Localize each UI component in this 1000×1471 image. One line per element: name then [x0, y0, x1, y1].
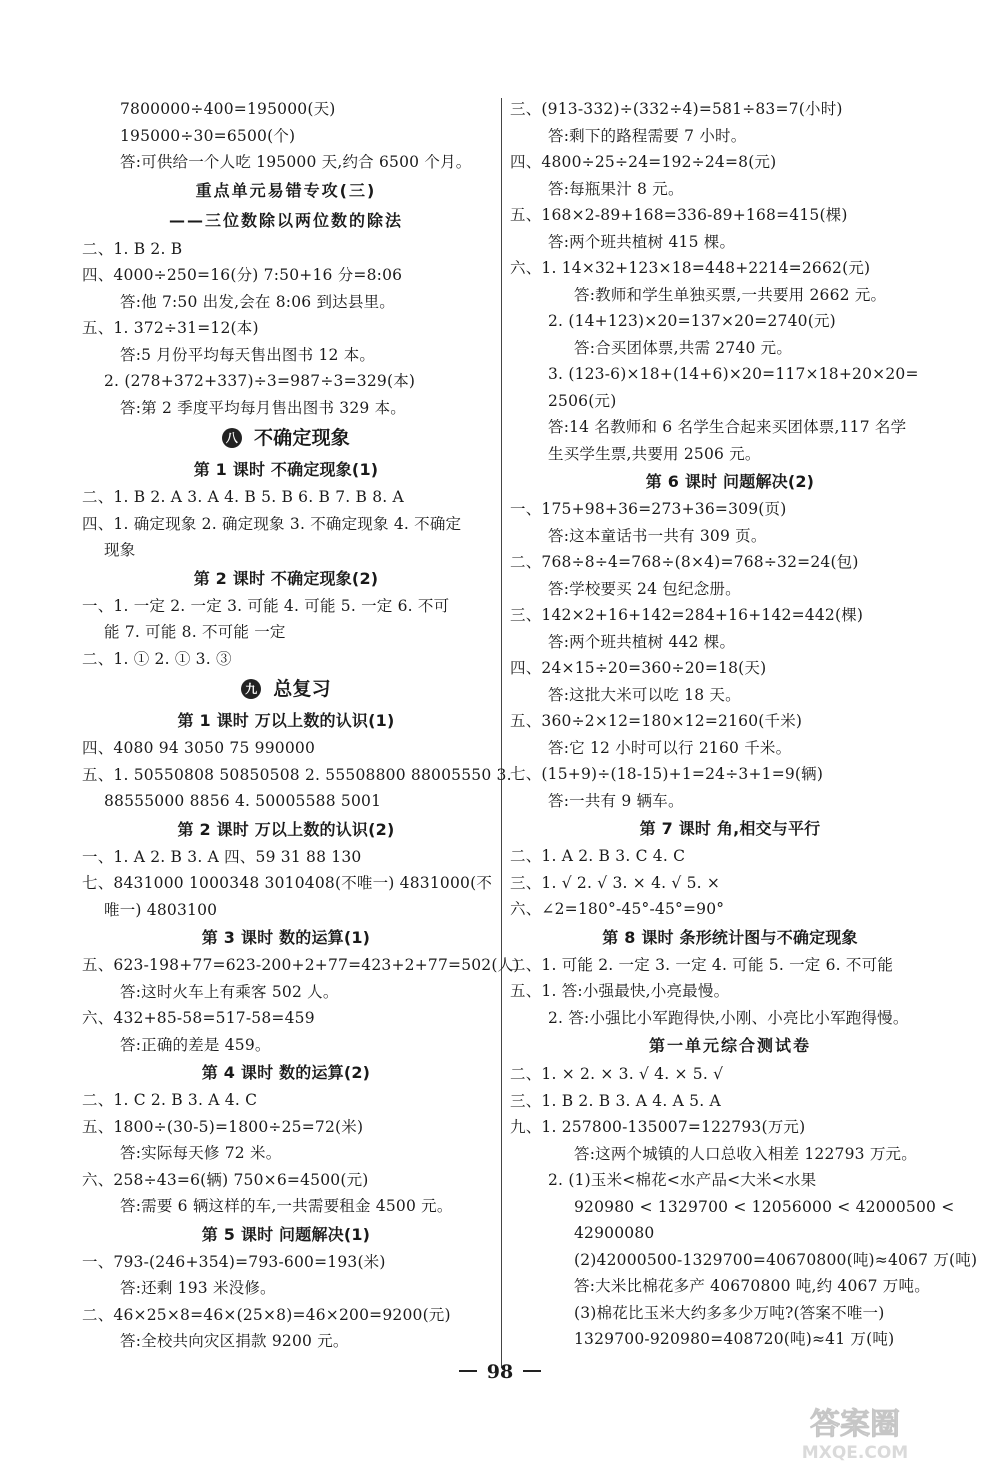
section-heading: [510, 467, 950, 496]
line-text: 920980 < 1329700 < 12056000 < 42000500 <: [574, 1197, 955, 1216]
line-text: 第 5 课时 问题解决(1): [201, 1224, 371, 1244]
section-heading: [82, 1220, 490, 1249]
answer-line: [510, 655, 950, 682]
line-text: 五、168×2-89+168=336-89+168=415(棵): [510, 206, 848, 224]
line-text: 第 2 课时 万以上数的认识(2): [177, 819, 395, 839]
line-text: 第 2 课时 不确定现象(2): [193, 568, 379, 588]
answer-line: [82, 844, 490, 871]
answer-line: [510, 229, 950, 256]
section-heading: [82, 206, 490, 236]
line-text: 一、793-(246+354)=793-600=193(米): [82, 1252, 386, 1271]
answer-line: [82, 1249, 490, 1276]
line-text: 答:还剩 193 米没修。: [120, 1279, 276, 1297]
answer-line: [82, 646, 490, 673]
answer-line: [510, 870, 950, 897]
line-text: 答:他 7:50 出发,会在 8:06 到达县里。: [120, 292, 395, 311]
line-text: 五、1. 答:小强最快,小亮最慢。: [510, 982, 730, 1000]
line-text: 7800000÷400=195000(天): [120, 100, 336, 118]
line-text: 五、1800÷(30-5)=1800÷25=72(米): [82, 1117, 364, 1136]
answer-line: [510, 149, 950, 176]
section-heading: [510, 1031, 950, 1061]
watermark-logo: [750, 1400, 960, 1462]
line-text: 四、4800÷25÷24=192÷24=8(元): [510, 153, 777, 171]
line-text: 二、1. × 2. × 3. √ 4. × 5. √: [510, 1065, 724, 1083]
line-text: 五、623-198+77=623-200+2+77=423+2+77=502(人): [82, 956, 520, 974]
line-text: 唯一) 4803100: [104, 900, 218, 919]
answer-line: [510, 308, 950, 335]
answer-line: [510, 202, 950, 229]
answer-line: [82, 1275, 490, 1302]
dash-left: [459, 1370, 477, 1372]
answer-line: [510, 843, 950, 870]
answer-line: [510, 629, 950, 656]
line-text: 2. (14+123)×20=137×20=2740(元): [548, 312, 836, 330]
answer-line: [82, 96, 490, 123]
answer-line: [510, 123, 950, 150]
answer-line: [82, 619, 490, 646]
line-text: 第一单元综合测试卷: [648, 1036, 811, 1055]
answer-line: [82, 1005, 490, 1032]
answer-line: [510, 896, 950, 923]
line-text: 答:教师和学生单独买票,一共要用 2662 元。: [574, 285, 887, 304]
line-text: 能 7. 可能 8. 不可能 一定: [104, 623, 286, 641]
answer-line: [82, 762, 512, 789]
line-text: 二、768÷8÷4=768÷(8×4)=768÷32=24(包): [510, 553, 859, 571]
answer-line: [510, 549, 950, 576]
line-text: 九、1. 257800-135007=122793(万元): [510, 1118, 806, 1136]
line-text: (2)42000500-1329700=40670800(吨)≈4067 万(吨): [574, 1250, 978, 1269]
answer-line: [82, 537, 490, 564]
line-text: 答:剩下的路程需要 7 小时。: [548, 126, 747, 145]
answer-line: [510, 1061, 950, 1088]
page-number: [0, 1361, 1000, 1383]
line-text: 答:这时火车上有乘客 502 人。: [120, 982, 339, 1001]
line-text: 二、1. ① 2. ① 3. ③: [82, 649, 232, 668]
line-text: 答:实际每天修 72 米。: [120, 1144, 282, 1162]
answer-line: [510, 1247, 978, 1274]
answer-line: [510, 682, 950, 709]
answer-line: [82, 1140, 490, 1167]
answer-line: [510, 978, 950, 1005]
answer-line: [82, 788, 490, 815]
line-text: 2. 答:小强比小军跑得快,小刚、小亮比小军跑得慢。: [548, 1008, 909, 1027]
section-heading: [82, 706, 490, 735]
line-text: 四、4000÷250=16(分) 7:50+16 分=8:06: [82, 266, 403, 284]
answer-line: [82, 1193, 490, 1220]
answer-line: [82, 368, 490, 395]
line-text: 88555000 8856 4. 50005588 5001: [104, 792, 382, 810]
line-text: 六、∠2=180°-45°-45°=90°: [510, 900, 725, 918]
line-text: 五、1. 372÷31=12(本): [82, 319, 259, 337]
line-text: 二、1. C 2. B 3. A 4. C: [82, 1091, 258, 1109]
answer-line: [510, 952, 950, 979]
answer-line: [510, 335, 950, 362]
line-text: 重点单元易错专攻(三): [195, 180, 377, 200]
line-text: 答:一共有 9 辆车。: [548, 791, 684, 810]
line-text: 七、(15+9)÷(18-15)+1=24÷3+1=9(辆): [510, 765, 824, 783]
answer-line: [510, 576, 950, 603]
line-text: 答:每瓶果汁 8 元。: [548, 179, 684, 198]
line-text: 答:正确的差是 459。: [120, 1035, 271, 1054]
line-text: 二、1. B 2. B: [82, 239, 183, 258]
answer-line: [510, 176, 950, 203]
section-heading: [82, 564, 490, 593]
line-text: 二、1. 可能 2. 一定 3. 一定 4. 可能 5. 一定 6. 不可能: [510, 955, 894, 974]
line-text: 答:全校共向灾区捐款 9200 元。: [120, 1332, 349, 1350]
line-text: 答:这批大米可以吃 18 天。: [548, 685, 741, 704]
answer-line: [510, 1273, 950, 1300]
answer-line: [510, 496, 950, 523]
answer-line: [510, 1088, 950, 1115]
answer-line: [510, 1005, 950, 1032]
line-text: 三、142×2+16+142=284+16+142=442(棵): [510, 606, 864, 624]
answer-line: [510, 361, 950, 388]
answer-line: [510, 414, 950, 441]
line-text: 一、175+98+36=273+36=309(页): [510, 500, 787, 518]
line-text: 一、1. 一定 2. 一定 3. 可能 4. 可能 5. 一定 6. 不可: [82, 596, 450, 615]
line-text: 第 4 课时 数的运算(2): [201, 1063, 371, 1082]
line-text: 第 3 课时 数的运算(1): [201, 928, 371, 947]
answer-line: [510, 1194, 955, 1221]
answer-line: [510, 1141, 950, 1168]
left-column: [82, 96, 520, 1355]
section-heading: [510, 814, 950, 843]
line-text: 二、1. A 2. B 3. C 4. C: [510, 847, 686, 865]
answer-line: [82, 897, 490, 924]
line-text: 195000÷30=6500(个): [120, 126, 296, 145]
line-text: 第 8 课时 条形统计图与不确定现象: [602, 927, 858, 947]
section-heading: [82, 1058, 490, 1087]
line-text: 四、4080 94 3050 75 990000: [82, 739, 316, 757]
unit-number-badge: 九: [241, 679, 261, 699]
answer-line: [82, 1328, 490, 1355]
answer-line: [82, 149, 490, 176]
answer-line: [82, 262, 490, 289]
answer-line: [510, 96, 950, 123]
line-text: 六、258÷43=6(辆) 750×6=4500(元): [82, 1170, 369, 1189]
line-text: 现象: [104, 541, 136, 559]
answer-line: [82, 511, 490, 538]
line-text: 答:两个班共植树 415 棵。: [548, 232, 736, 251]
answer-line: [510, 1300, 950, 1327]
line-text: 2506(元): [548, 391, 617, 410]
unit-number-badge: 八: [222, 428, 242, 448]
line-text: 五、1. 50550808 50850508 2. 55508800 88005550 3.: [82, 765, 512, 784]
line-text: 三、1. √ 2. √ 3. × 4. √ 5. ×: [510, 873, 721, 892]
line-text: 七、8431000 1000348 3010408(不唯一) 4831000(不: [82, 874, 493, 892]
answer-line: [510, 282, 950, 309]
line-text: 六、432+85-58=517-58=459: [82, 1009, 315, 1027]
line-text: 第 7 课时 角,相交与平行: [639, 819, 821, 838]
line-text: 2. (1)玉米<棉花<水产品<大米<水果: [548, 1171, 817, 1189]
line-text: 答:这两个城镇的人口总收入相差 122793 万元。: [574, 1144, 917, 1163]
line-text: 答:第 2 季度平均每月售出图书 329 本。: [120, 398, 406, 417]
line-text: 3. (123-6)×18+(14+6)×20=117×18+20×20=: [548, 365, 919, 383]
answer-line: [82, 1087, 490, 1114]
line-text: 答:它 12 小时可以行 2160 千米。: [548, 738, 792, 757]
answer-line: [510, 523, 950, 550]
line-text: 答:合买团体票,共需 2740 元。: [574, 338, 793, 357]
watermark-graphic: [750, 1400, 960, 1462]
line-text: 答:14 名教师和 6 名学生合起来买团体票,117 名学: [548, 418, 907, 436]
section-heading: [82, 923, 490, 952]
line-text: 不确定现象: [253, 427, 350, 449]
answer-line: [510, 788, 950, 815]
answer-line: [510, 761, 950, 788]
line-text: 答:这本童话书一共有 309 页。: [548, 526, 767, 545]
line-text: 六、1. 14×32+123×18=448+2214=2662(元): [510, 259, 871, 277]
answer-line: [82, 1167, 490, 1194]
answer-line: [510, 1114, 950, 1141]
watermark-sub: MXQE.COM: [801, 1443, 909, 1462]
watermark-main: 答案圈: [810, 1407, 900, 1442]
section-heading: [82, 176, 490, 206]
line-text: 答:学校要买 24 包纪念册。: [548, 579, 741, 598]
answer-line: [510, 708, 950, 735]
line-text: 三、1. B 2. B 3. A 4. A 5. A: [510, 1091, 721, 1110]
line-text: 二、46×25×8=46×(25×8)=46×200=9200(元): [82, 1305, 451, 1324]
answer-line: [510, 1220, 950, 1247]
answer-line: [82, 236, 490, 263]
answer-line: [82, 870, 493, 897]
line-text: 五、360÷2×12=180×12=2160(千米): [510, 712, 803, 730]
dash-right: [523, 1370, 541, 1372]
answer-line: [82, 1302, 490, 1329]
answer-line: [510, 1326, 950, 1353]
answer-line: [510, 735, 950, 762]
line-text: 三、(913-332)÷(332÷4)=581÷83=7(小时): [510, 100, 843, 118]
line-text: ——三位数除以两位数的除法: [168, 210, 403, 230]
line-text: 42900080: [574, 1224, 655, 1242]
line-text: 第 6 课时 问题解决(2): [645, 472, 815, 491]
line-text: 总复习: [273, 678, 331, 700]
answer-line: [82, 952, 520, 979]
line-text: 生买学生票,共要用 2506 元。: [548, 444, 761, 463]
answer-line: [510, 441, 950, 468]
answer-line: [82, 342, 490, 369]
line-text: 答:两个班共植树 442 棵。: [548, 632, 736, 651]
line-text: 第 1 课时 不确定现象(1): [193, 460, 379, 479]
unit-heading: [82, 421, 490, 455]
answer-line: [82, 735, 490, 762]
right-column: [510, 96, 978, 1353]
answer-line: [82, 123, 490, 150]
line-text: 答:5 月份平均每天售出图书 12 本。: [120, 345, 376, 364]
line-text: 四、24×15÷20=360÷20=18(天): [510, 659, 767, 677]
answer-line: [82, 289, 490, 316]
answer-line: [510, 1167, 950, 1194]
answer-line: [82, 1114, 490, 1141]
answer-line: [510, 602, 950, 629]
answer-line: [82, 395, 490, 422]
section-heading: [82, 815, 490, 844]
line-text: 四、1. 确定现象 2. 确定现象 3. 不确定现象 4. 不确定: [82, 514, 462, 533]
answer-line: [82, 484, 490, 511]
section-heading: [82, 455, 490, 484]
answer-line: [510, 255, 950, 282]
answer-line: [82, 1032, 490, 1059]
page-number-text: 98: [486, 1361, 514, 1383]
line-text: 答:可供给一个人吃 195000 天,约合 6500 个月。: [120, 153, 472, 171]
line-text: 二、1. B 2. A 3. A 4. B 5. B 6. B 7. B 8. A: [82, 488, 404, 506]
section-heading: [510, 923, 950, 952]
answer-line: [82, 593, 490, 620]
column-divider: [501, 98, 502, 1368]
answer-line: [82, 315, 490, 342]
line-text: (3)棉花比玉米大约多多少万吨?(答案不唯一): [574, 1303, 885, 1322]
line-text: 1329700-920980=408720(吨)≈41 万(吨): [574, 1330, 895, 1348]
line-text: 答:需要 6 辆这样的车,一共需要租金 4500 元。: [120, 1197, 453, 1215]
line-text: 一、1. A 2. B 3. A 四、59 31 88 130: [82, 847, 362, 866]
line-text: 答:大米比棉花多产 40670800 吨,约 4067 万吨。: [574, 1277, 930, 1295]
line-text: 2. (278+372+337)÷3=987÷3=329(本): [104, 372, 416, 390]
answer-line: [82, 979, 490, 1006]
answer-line: [510, 388, 950, 415]
unit-heading: [82, 672, 490, 706]
line-text: 第 1 课时 万以上数的认识(1): [177, 711, 395, 730]
